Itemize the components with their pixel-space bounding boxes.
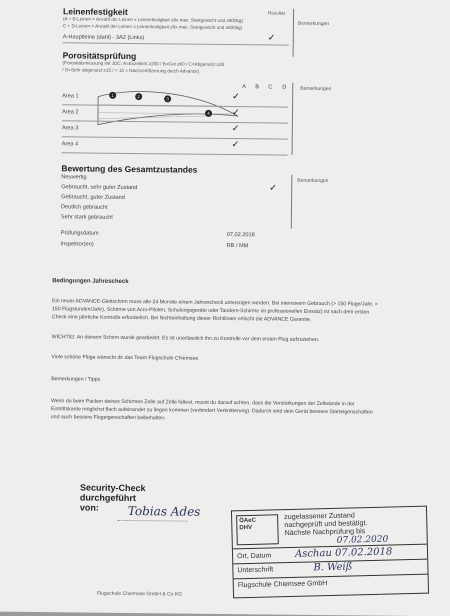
tips-line-3: und auch bessere Flugeigenschaften beibehalten.	[51, 414, 166, 423]
option-sehr-gut: Gebraucht, sehr guter Zustand	[61, 184, 137, 192]
leinen-row-label: A-Hauptleine (dahl) - 3A2 (Links)	[63, 34, 145, 42]
stamp-text-3: Nächste Nachprüfung bis	[284, 527, 367, 537]
col-a-label: A	[242, 84, 246, 91]
area-marker-1: 1	[109, 92, 116, 99]
security-line-2: durchgeführt	[80, 492, 146, 503]
stamp-next-date: 07.02.2020	[337, 535, 389, 546]
stamp-text-1: zugelassener Zustand	[284, 511, 367, 521]
area-2-check-icon: ✓	[232, 107, 240, 118]
leinen-bemerkungen-label: Bemerkungen	[298, 22, 329, 28]
leinen-note-1: (A + B-Leinen = Anzahl der Leinen x Leinenfestigkeit ≥8x max. Startgewicht und ≥800kg)	[63, 16, 243, 23]
stamp-ort-label: Ort, Datum	[237, 552, 271, 560]
area-1-label: Area 1	[62, 93, 79, 100]
option-sehr-stark: Sehr stark gebraucht	[61, 214, 113, 222]
jahrescheck-para-line-2: 150 Flugstunden/Jahr), Schirme von Acro-Piloten, Schulungsgeräte oder Tandem-Schirme im professionellen Einsatz) ist nach dem ersten	[52, 306, 369, 317]
jahrescheck-para-line-3: Check eine jährliche Kontrolle erforderlich. Bei Nichteinhaltung dieser Richtlinien erlischt die ADVANCE Garantie.	[52, 314, 311, 324]
porositaet-note-1: (Porositätsmessung mit JDC: A=Exzellent ≥200 / B=Gut ≥60 / C=Abgenutzt ≥30	[62, 60, 224, 67]
bewertung-bemerkungen-label: Bemerkungen	[297, 179, 328, 185]
column-divider	[293, 9, 295, 57]
option-gut: Gebraucht, guter Zustand	[61, 194, 125, 202]
area-marker-2: 2	[135, 93, 142, 100]
leinen-note-2: C + D-Leinen = Anzahl der Leinen x Leinenfestigkeit ≥6x max. Startgewicht und ≥600kg)	[63, 23, 242, 30]
inspektor-value: RB / MM	[227, 243, 249, 250]
footer-text: Flugschule Chiemsee GmbH & Co KG	[97, 591, 182, 598]
leinen-title: Leinenfestigkeit	[63, 6, 128, 17]
stamp-unterschrift-value: B. Weiß	[313, 561, 352, 573]
area-marker-3: 3	[164, 95, 171, 102]
wish-text: Viele schöne Flüge wünscht dir das Team Flugschule Chiemsee	[51, 354, 198, 363]
wichtig-note: WICHTIG: An deinem Schirm wurde gearbeitet. Es ist unerlässlich ihn zu Kontrolle vor dem ersten Flug aufzuziehen.	[52, 334, 320, 344]
stamp-logo-line-1: ÖAeC	[239, 517, 275, 525]
option-neuwertig: Neuwertig	[61, 174, 86, 181]
porositaet-bemerkungen-label: Bemerkungen	[300, 87, 331, 93]
area-2-label: Area 2	[62, 109, 79, 116]
area-1-check-icon: ✓	[232, 91, 240, 102]
tips-title: Bemerkungen / Tipps	[51, 376, 100, 384]
column-divider	[291, 175, 293, 229]
inspektor-label: Inspektor(en)	[61, 241, 94, 248]
col-d-label: D	[282, 85, 286, 92]
porositaet-note-2: / D=Sehr abgenutzt ≥15 / < 15 = Nachzertifizierung durch Advance)	[62, 67, 199, 74]
inspection-stamp	[231, 506, 429, 599]
stamp-unterschrift-label: Unterschrift	[237, 566, 273, 574]
jahrescheck-title: Bedingungen Jahrescheck	[52, 278, 128, 285]
divider	[63, 42, 289, 45]
stamp-text-2: nachgeprüft und bestätigt.	[284, 519, 367, 529]
bewertung-check-icon: ✓	[269, 182, 277, 193]
jahrescheck-para-line-1: Ein neuer ADVANCE-Gleitschirm muss alle 24 Monate einem Jahrescheck unterzogen werden. Bei intensivem Gebrauch (> 150 Flüge/Jahr, >	[52, 298, 378, 309]
option-deutlich: Deutlich gebraucht	[61, 204, 108, 211]
security-signature: Tobias Ades	[128, 504, 201, 519]
area-3-check-icon: ✓	[232, 123, 240, 134]
security-line-3: von:	[80, 502, 146, 513]
stamp-logo-box	[236, 514, 279, 545]
porositaet-title: Porositätsprüfung	[63, 50, 137, 61]
area-marker-4: 4	[205, 110, 212, 117]
stamp-ort-value: Aschau 07.02.2018	[295, 546, 392, 559]
col-b-label: B	[255, 84, 259, 91]
stamp-text	[284, 511, 368, 537]
signature-line	[118, 520, 188, 522]
area-3-label: Area 3	[62, 125, 79, 132]
pruefungsdatum-label: Prüfungsdatum	[61, 230, 99, 237]
area-4-check-icon: ✓	[232, 139, 240, 150]
resultat-label: Resultat	[268, 10, 285, 16]
area-4-label: Area 4	[62, 141, 79, 148]
tips-line-1: Wenn du beim Packen deines Schirmes Zelle auf Zelle faltest, musst du darauf achten, dass die Verstärkungen der Zellwände in der	[51, 398, 355, 409]
stamp-footer: Flugschule Chiemsee GmbH	[238, 580, 328, 589]
divider	[62, 152, 288, 155]
col-c-label: C	[268, 84, 272, 91]
pruefungsdatum-value: 07.02.2018	[227, 232, 255, 239]
column-divider	[292, 83, 294, 155]
stamp-divider	[234, 574, 428, 580]
bewertung-title: Bewertung des Gesamtzustandes	[61, 163, 197, 174]
security-line-1: Security-Check	[80, 482, 146, 493]
tips-line-2: Eintrittskante möglichst flach aufeinander zu liegen kommen (verhindert Verknitterung). Dadurch wird dein Gerät bessere Starteigenschaften	[51, 406, 373, 417]
stamp-logo-line-2: DHV	[239, 524, 275, 532]
leinen-check-icon: ✓	[268, 32, 276, 43]
